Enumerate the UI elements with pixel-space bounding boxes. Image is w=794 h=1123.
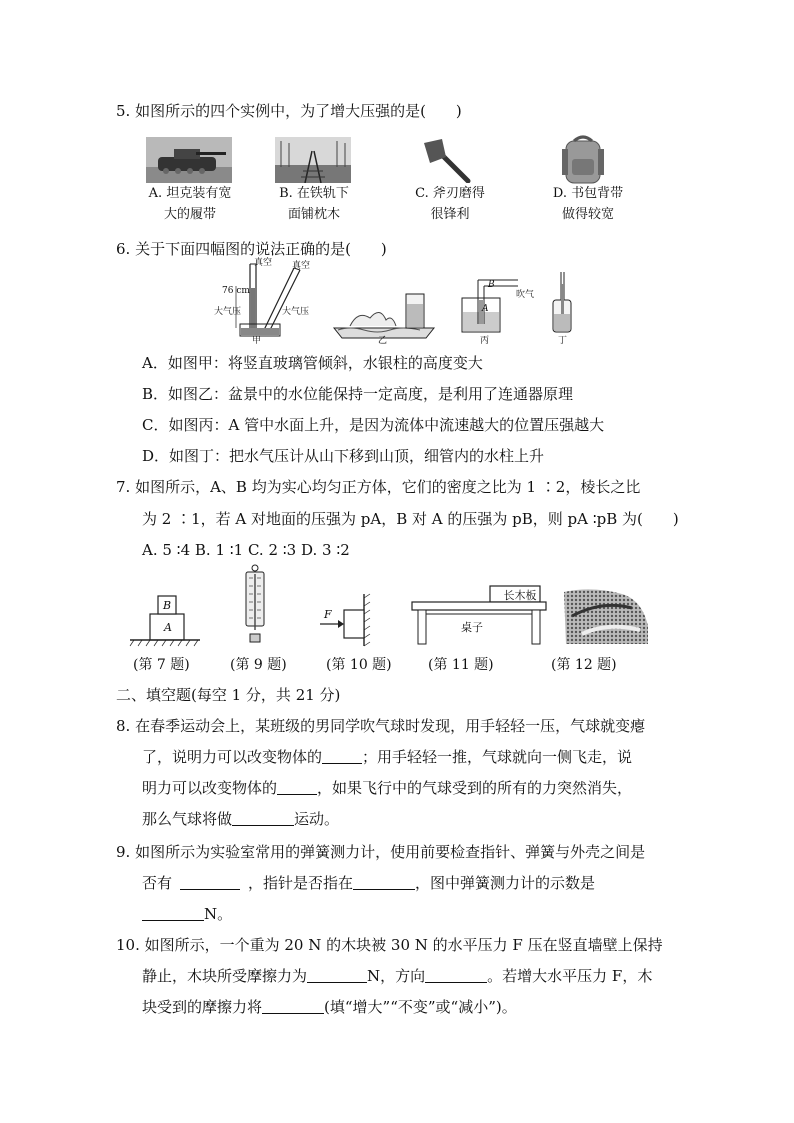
q10-line3-text-b: (填“增大”“不变”或“减小”)。 [324,998,517,1016]
q10-line2-text-a: 静止，木块所受摩擦力为 [142,967,308,985]
q8-line4-text-b: 运动。 [294,810,340,828]
q9-line2-text-b: ，指针是否指在 [248,874,354,892]
q5-option-a-line1: A. 坦克装有宽 [148,186,232,201]
q6-option-d: D．如图丁：把水气压计从山下移到山顶，细管内的水柱上升 [142,447,545,465]
fig-jia-label: 甲 [252,336,262,346]
q10-line3 [142,997,517,1017]
q10-line2-text-b: N，方向 [367,967,426,985]
q9-line3-text: N。 [204,905,233,923]
fig7-label-a: A [164,621,172,634]
q9-line2-text-c: ，图中弹簧测力计的示数是 [415,874,596,892]
q8-line4 [142,809,339,829]
q7-options: A. 5 ∶4 B. 1 ∶1 C. 2 ∶3 D. 3 ∶2 [142,541,350,559]
fig-jia-atm2: 大气压 [282,307,310,317]
q5-option-b-line1: B. 在铁轨下 [279,186,349,201]
figure-q9-spring-scale [240,564,270,646]
figure-q12-image [562,586,650,646]
figure-yi [330,290,438,340]
q8-line1: 8. 在春季运动会上，某班级的男同学吹气球时发现，用手轻轻一压，气球就变瘪 [116,717,646,735]
q8-blank-2[interactable] [277,780,317,795]
q8-line3-text-b: ，如果飞行中的气球受到的所有的力突然消失， [317,779,633,797]
q5-stem: 5. 如图所示的四个实例中，为了增大压强的是( ) [116,102,462,120]
fig11-caption: (第 11 题) [428,657,494,673]
q5-option-d-line2: 做得较宽 [561,207,614,222]
q5-option-b-line2: 面铺枕木 [287,207,340,222]
q8-line2-text-b: ；用手轻轻一推，气球就向一侧飞走，说 [362,748,633,766]
q10-line2-text-c: 。若增大水平压力 F，木 [487,967,653,985]
fig11-table-label: 桌子 [461,621,483,634]
fig-jia-vacuum1: 真空 [254,258,273,268]
q9-blank-3[interactable] [142,906,204,921]
fig-yi-label: 乙 [378,336,388,346]
q10-blank-3[interactable] [262,999,324,1014]
q8-blank-1[interactable] [322,749,362,764]
q9-line1: 9. 如图所示为实验室常用的弹簧测力计，使用前要检查指针、弹簧与外壳之间是 [116,843,646,861]
q9-line2-text-a: 否有 [142,874,173,892]
fig11-board-label: 长木板 [503,589,537,602]
q6-option-c: C．如图丙：A 管中水面上升，是因为流体中流速越大的位置压强越大 [142,416,605,434]
fig-bing-b: B [488,280,495,290]
q9-line3 [142,904,232,924]
q8-line2 [142,747,632,767]
q8-line3-text-a: 明力可以改变物体的 [142,779,278,797]
fig-jia-76cm: 76 cm [222,286,250,296]
q10-blank-2[interactable] [425,968,487,983]
tank-image [146,137,232,183]
fig-bing-a: A [482,304,489,314]
fig-bing-blow: 吹气 [516,290,535,300]
q9-line2 [142,873,595,893]
q7-line1: 7. 如图所示，A、B 均为实心均匀正方体，它们的密度之比为 1 ∶2，棱长之比 [116,478,641,496]
fig10-caption: (第 10 题) [326,657,392,673]
q9-blank-2[interactable] [353,875,415,890]
railway-image [275,137,351,183]
q5-option-a-line2: 大的履带 [163,207,216,222]
fig12-caption: (第 12 题) [551,657,617,673]
q10-line3-text-a: 块受到的摩擦力将 [142,998,263,1016]
fig-ding-label: 丁 [558,336,568,346]
fig-jia-atm1: 大气压 [214,307,242,317]
q10-line1: 10. 如图所示，一个重为 20 N 的木块被 30 N 的水平压力 F 压在竖直墙壁上保持 [116,936,663,954]
backpack-image [560,135,606,185]
q7-line2: 为 2 ∶1，若 A 对地面的压强为 pA，B 对 A 的压强为 pB，则 pA ∶pB 为( ) [142,510,679,528]
section2-title: 二、填空题(每空 1 分，共 21 分) [116,686,341,704]
fig7-label-b: B [162,599,172,612]
q6-stem: 6. 关于下面四幅图的说法正确的是( ) [116,240,387,258]
figure-bing [458,278,550,336]
q5-option-d-line1: D. 书包背带 [552,186,624,201]
q5-option-c-line1: C. 斧刃磨得 [415,186,485,201]
q8-line4-text-a: 那么气球将做 [142,810,233,828]
q10-blank-1[interactable] [307,968,367,983]
q5-option-c-line2: 很锋利 [430,207,470,222]
q8-line2-text-a: 了，说明力可以改变物体的 [142,748,323,766]
q10-line2 [142,966,652,986]
q8-blank-3[interactable] [232,811,294,826]
fig10-force-label: F [324,608,332,621]
figure-jia [214,258,316,348]
q9-blank-1[interactable] [180,875,240,890]
q8-line3 [142,778,632,798]
fig9-caption: (第 9 题) [230,657,287,673]
q6-option-b: B．如图乙：盆景中的水位能保持一定高度，是利用了连通器原理 [142,385,574,403]
figure-ding [550,270,574,336]
q6-option-a: A．如图甲：将竖直玻璃管倾斜，水银柱的高度变大 [142,354,483,372]
fig-jia-vacuum2: 真空 [292,261,311,271]
fig7-caption: (第 7 题) [133,657,190,673]
fig-bing-label: 丙 [480,336,490,346]
axe-image [420,137,476,183]
